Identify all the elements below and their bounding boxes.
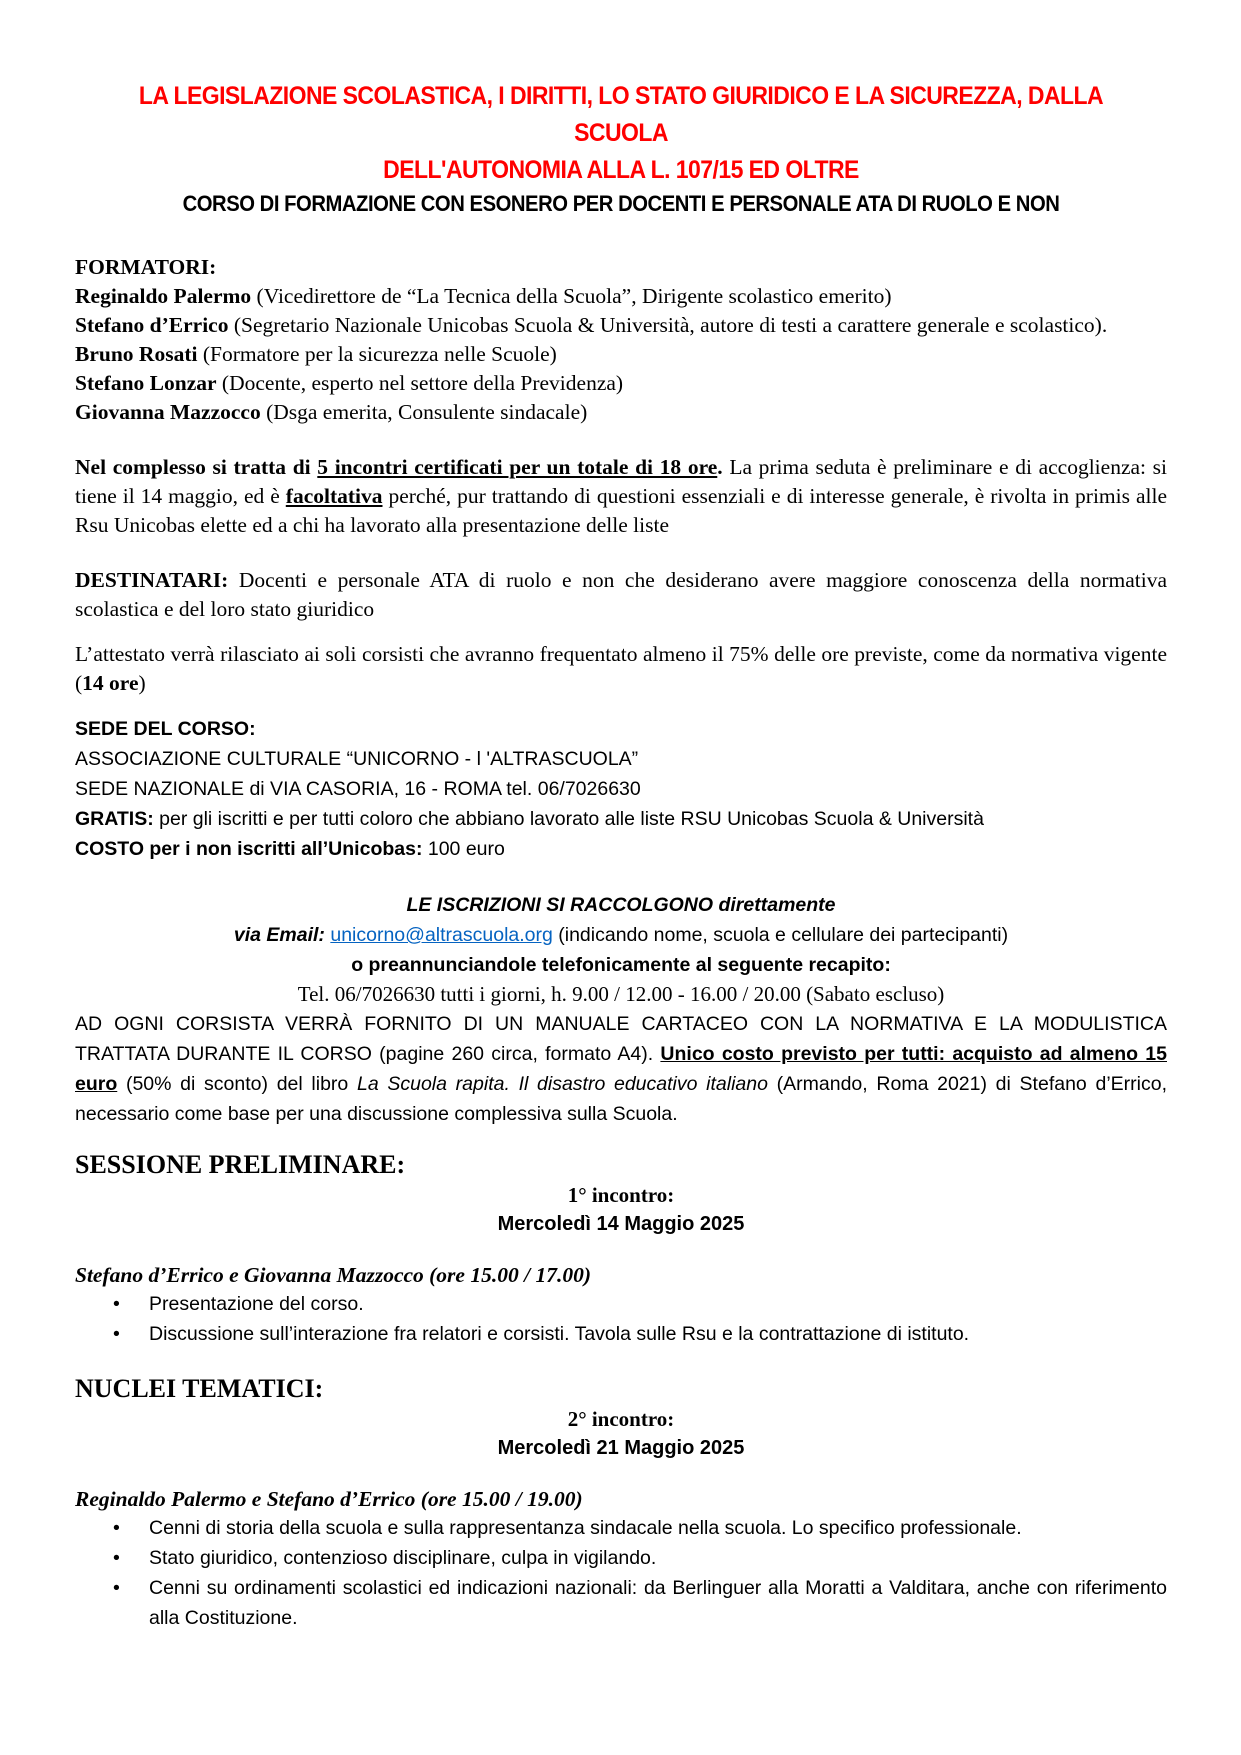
- meeting-1-topics: [75, 1289, 1167, 1349]
- list-item: • Stato giuridico, contenzioso disciplinare, culpa in vigilando.: [75, 1543, 1167, 1573]
- destinatari-paragraph: DESTINATARI: Docenti e personale ATA di ruolo e non che desiderano avere maggiore conoscenza della normativa scolastica e del loro stato giuridico: [75, 568, 1167, 621]
- bullet-icon: •: [113, 1547, 120, 1569]
- manual-paragraph: AD OGNI CORSISTA VERRÀ FORNITO DI UN MANUALE CARTACEO CON LA NORMATIVA E LA MODULISTICA TRATTATA DURANTE IL CORSO (pagine 260 circa, formato A4). Unico costo previsto per tutti: acquisto ad almeno 15 euro (50% di sconto) del libro La Scuola rapita. Il disastro educativo italiano (Armando, Roma 2021) di Stefano d’Errico, necessario come base per una discussione complessiva sulla Scuola.: [75, 1013, 1167, 1125]
- document-page: [75, 78, 1167, 1633]
- meeting-2-speakers: Reginaldo Palermo e Stefano d’Errico (ore 15.00 / 19.00): [75, 1487, 583, 1511]
- main-title: [119, 78, 1124, 189]
- sessione-preliminare-heading: SESSIONE PRELIMINARE:: [75, 1150, 406, 1179]
- formatore-item: Giovanna Mazzocco (Dsga emerita, Consulente sindacale): [75, 400, 588, 424]
- bullet-icon: •: [113, 1517, 120, 1539]
- bullet-icon: •: [113, 1577, 120, 1599]
- iscrizioni-section: [75, 890, 1167, 1129]
- sede-heading: SEDE DEL CORSO:: [75, 718, 256, 740]
- list-item: • Cenni su ordinamenti scolastici ed indicazioni nazionali: da Berlinguer alla Moratti a Valditara, anche con riferimento alla Costituzione.: [75, 1573, 1167, 1633]
- meeting-2-number: 2° incontro:: [567, 1407, 675, 1431]
- list-item: • Presentazione del corso.: [75, 1289, 1167, 1319]
- phone-line: Tel. 06/7026630 tutti i giorni, h. 9.00 / 12.00 - 16.00 / 20.00 (Sabato escluso): [297, 982, 945, 1006]
- bullet-icon: •: [113, 1293, 120, 1315]
- gratis-line: GRATIS: per gli iscritti e per tutti coloro che abbiano lavorato alle liste RSU Unicobas Scuola & Università: [75, 808, 984, 830]
- phone-lead: o preannunciandole telefonicamente al seguente recapito:: [351, 954, 891, 976]
- formatori-heading: FORMATORI:: [75, 255, 217, 279]
- sede-address-line-1: ASSOCIAZIONE CULTURALE “UNICORNO - l 'ALTRASCUOLA”: [75, 748, 639, 770]
- formatore-item: Bruno Rosati (Formatore per la sicurezza nelle Scuole): [75, 342, 557, 366]
- formatore-item: Stefano d’Errico (Segretario Nazionale Unicobas Scuola & Università, autore di testi a carattere generale e scolastico).: [75, 313, 1108, 337]
- sede-address-line-2: SEDE NAZIONALE di VIA CASORIA, 16 - ROMA tel. 06/7026630: [75, 778, 641, 800]
- attestato-paragraph: L’attestato verrà rilasciato ai soli corsisti che avranno frequentato almeno il 75% delle ore previste, come da normativa vigente (14 ore): [75, 642, 1167, 695]
- email-line: via Email: unicorno@altrascuola.org (indicando nome, scuola e cellulare dei partecipanti): [233, 924, 1009, 946]
- meeting-2-topics: [75, 1513, 1167, 1633]
- formatore-item: Stefano Lonzar (Docente, esperto nel settore della Previdenza): [75, 371, 624, 395]
- formatori-section: [75, 253, 1167, 427]
- meeting-1-speakers: Stefano d’Errico e Giovanna Mazzocco (ore 15.00 / 17.00): [75, 1263, 591, 1287]
- email-link[interactable]: unicorno@altrascuola.org: [330, 924, 553, 946]
- title-line-1: LA LEGISLAZIONE SCOLASTICA, I DIRITTI, LO STATO GIURIDICO E LA SICUREZZA, DALLA SCUOLA: [138, 82, 1104, 147]
- meeting-1-number: 1° incontro:: [567, 1183, 675, 1207]
- list-item: • Cenni di storia della scuola e sulla rappresentanza sindacale nella scuola. Lo specifico professionale.: [75, 1513, 1167, 1543]
- nuclei-tematici-heading: NUCLEI TEMATICI:: [75, 1374, 324, 1403]
- intro-paragraph: Nel complesso si tratta di 5 incontri certificati per un totale di 18 ore. La prima seduta è preliminare e di accoglienza: si tiene il 14 maggio, ed è facoltativa perché, pur trattando di questioni essenziali e di interesse generale, è rivolta in primis alle Rsu Unicobas elette ed a chi ha lavorato alla presentazione delle liste: [75, 455, 1167, 537]
- costo-line: COSTO per i non iscritti all’Unicobas: 100 euro: [75, 838, 505, 860]
- sede-section: [75, 714, 1167, 864]
- meeting-2-date: Mercoledì 21 Maggio 2025: [497, 1437, 745, 1459]
- iscrizioni-heading: LE ISCRIZIONI SI RACCOLGONO direttamente: [406, 894, 836, 916]
- formatore-item: Reginaldo Palermo (Vicedirettore de “La Tecnica della Scuola”, Dirigente scolastico emerito): [75, 284, 892, 308]
- title-line-2: DELL'AUTONOMIA ALLA L. 107/15 ED OLTRE: [383, 156, 859, 184]
- meeting-1-date: Mercoledì 14 Maggio 2025: [497, 1213, 745, 1235]
- course-subtitle: CORSO DI FORMAZIONE CON ESONERO PER DOCENTI E PERSONALE ATA DI RUOLO E NON: [182, 191, 1060, 216]
- list-item: • Discussione sull’interazione fra relatori e corsisti. Tavola sulle Rsu e la contrattazione di istituto.: [75, 1319, 1167, 1349]
- bullet-icon: •: [113, 1323, 120, 1345]
